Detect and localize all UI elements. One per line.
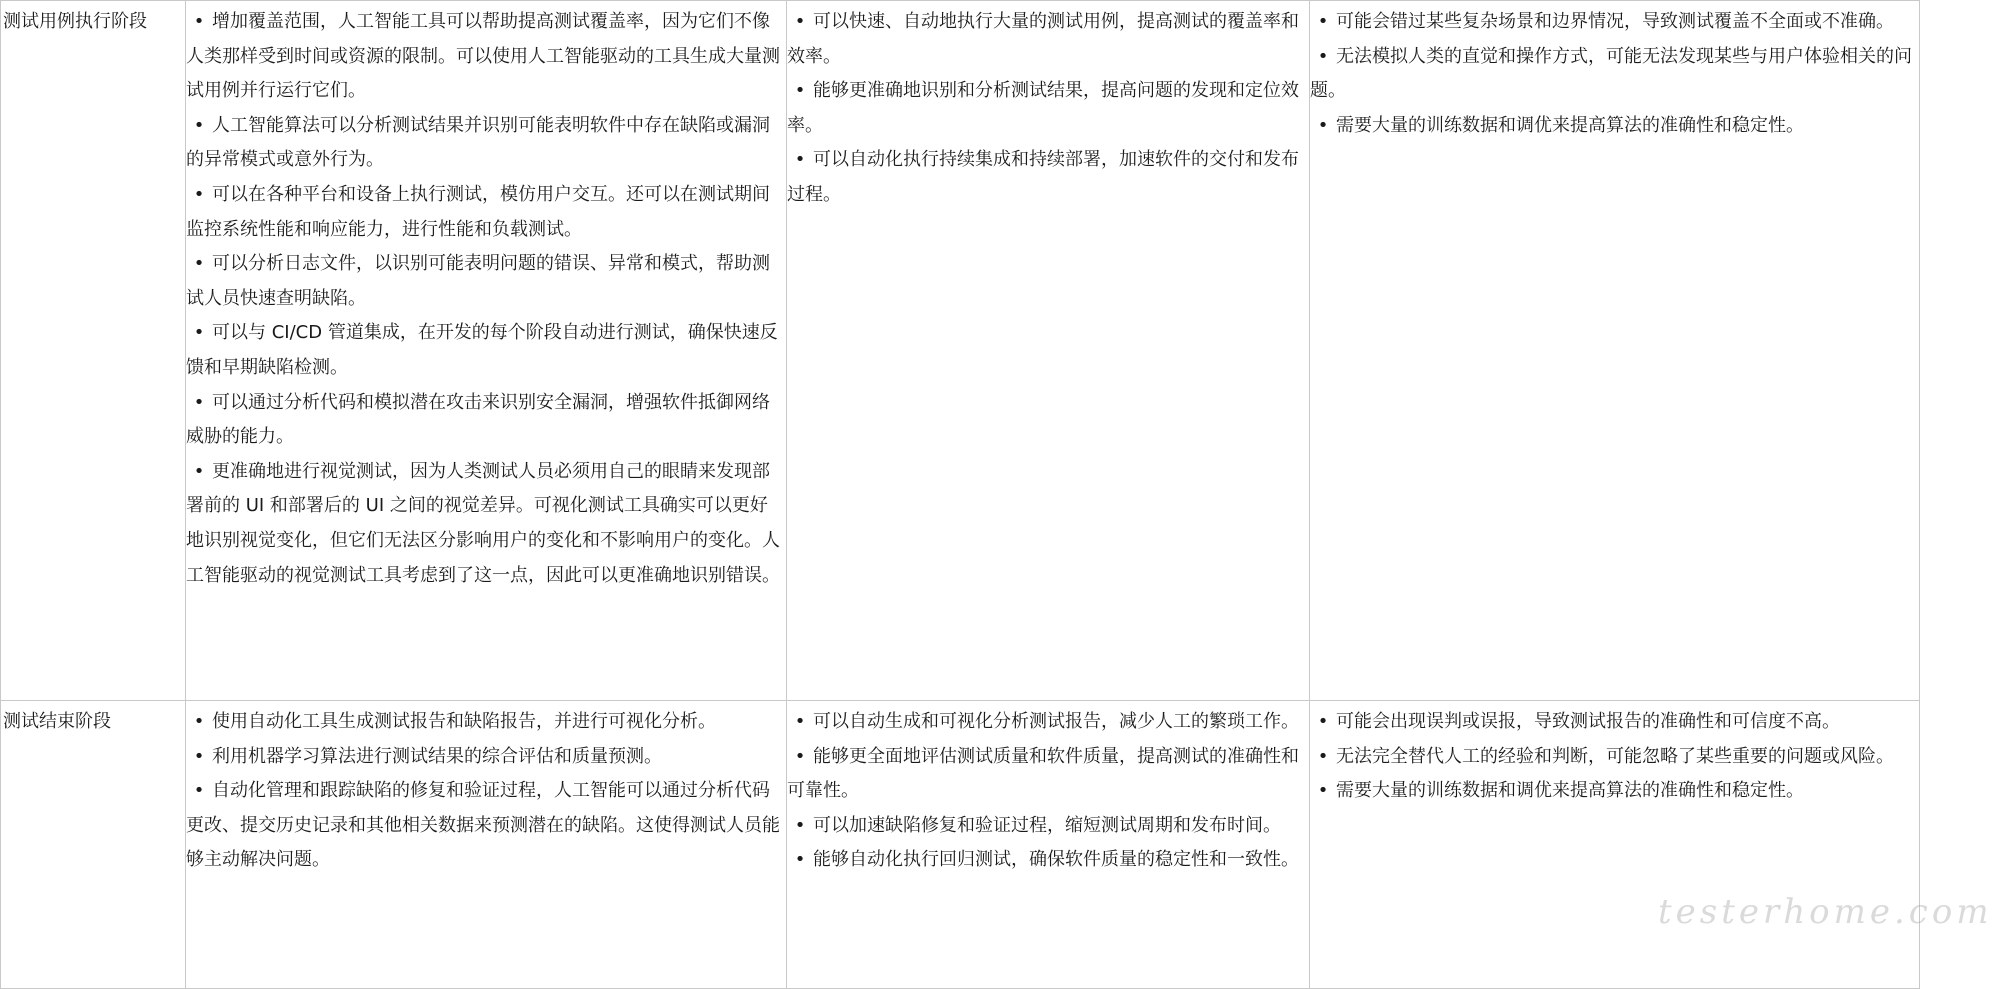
watermark: testerhome.com	[1658, 892, 1993, 932]
stage-cell	[1, 701, 186, 989]
list-item-text: 增加覆盖范围，人工智能工具可以帮助提高测试覆盖率，因为它们不像人类那样受到时间或资源的限制。可以使用人工智能驱动的工具生成大量测试用例并行运行它们。	[186, 11, 780, 102]
list-item-text: 可以自动化执行持续集成和持续部署，加速软件的交付和发布过程。	[787, 149, 1299, 205]
list-item	[1310, 40, 1915, 109]
list-item	[1310, 109, 1915, 144]
list-item-text: 自动化管理和跟踪缺陷的修复和验证过程，人工智能可以通过分析代码更改、提交历史记录和其他相关数据来预测潜在的缺陷。这使得测试人员能够主动解决问题。	[186, 780, 780, 871]
list-item	[1310, 774, 1915, 809]
list-item-text: 需要大量的训练数据和调优来提高算法的准确性和稳定性。	[1336, 780, 1804, 802]
list-item	[787, 809, 1305, 844]
list-item	[1310, 740, 1915, 775]
methods-list	[186, 5, 782, 593]
risks-list	[1310, 705, 1915, 809]
table-row	[1, 701, 1920, 989]
bullet-icon: •	[794, 149, 806, 171]
bullet-icon: •	[794, 11, 806, 32]
list-item	[787, 143, 1305, 212]
bullet-icon: •	[1317, 745, 1329, 767]
stage-cell	[1, 1, 186, 701]
list-item-text: 可以分析日志文件，以识别可能表明问题的错误、异常和模式，帮助测试人员快速查明缺陷。	[186, 253, 770, 309]
bullet-icon: •	[193, 460, 205, 482]
list-item	[186, 774, 782, 878]
list-item	[186, 5, 782, 109]
bullet-icon: •	[1317, 45, 1329, 67]
bullet-icon: •	[794, 80, 806, 102]
risks-cell	[1310, 701, 1920, 989]
list-item-text: 可以通过分析代码和模拟潜在攻击来识别安全漏洞，增强软件抵御网络威胁的能力。	[186, 391, 770, 448]
list-item	[787, 74, 1305, 143]
list-item	[186, 740, 782, 775]
list-item	[787, 843, 1305, 878]
list-item-text: 能够更全面地评估测试质量和软件质量，提高测试的准确性和可靠性。	[787, 745, 1299, 802]
list-item-text: 可能会错过某些复杂场景和边界情况，导致测试覆盖不全面或不准确。	[1336, 11, 1894, 32]
bullet-icon: •	[794, 814, 806, 836]
list-item-text: 可以快速、自动地执行大量的测试用例，提高测试的覆盖率和效率。	[787, 11, 1299, 67]
list-item	[186, 386, 782, 455]
list-item	[787, 740, 1305, 809]
bullet-icon: •	[193, 745, 205, 767]
list-item	[1310, 705, 1915, 740]
risks-list	[1310, 5, 1915, 143]
list-item	[787, 5, 1305, 74]
bullet-icon: •	[193, 780, 205, 802]
list-item	[186, 455, 782, 593]
advantages-cell	[787, 701, 1310, 989]
methods-cell	[186, 701, 787, 989]
list-item-text: 可以自动生成和可视化分析测试报告，减少人工的繁琐工作。	[813, 711, 1299, 732]
list-item	[186, 705, 782, 740]
list-item-text: 需要大量的训练数据和调优来提高算法的准确性和稳定性。	[1336, 114, 1804, 136]
list-item-text: 可能会出现误判或误报，导致测试报告的准确性和可信度不高。	[1336, 711, 1840, 732]
bullet-icon: •	[1317, 114, 1329, 136]
list-item-text: 能够更准确地识别和分析测试结果，提高问题的发现和定位效率。	[787, 80, 1299, 136]
bullet-icon: •	[193, 391, 205, 413]
advantages-list	[787, 5, 1305, 213]
stage-label: 测试用例执行阶段	[3, 11, 147, 32]
list-item-text: 能够自动化执行回归测试，确保软件质量的稳定性和一致性。	[813, 849, 1299, 871]
methods-list	[186, 705, 782, 878]
advantages-list	[787, 705, 1305, 878]
list-item-text: 可以在各种平台和设备上执行测试，模仿用户交互。还可以在测试期间监控系统性能和响应能力，进行性能和负载测试。	[186, 183, 770, 240]
list-item-text: 利用机器学习算法进行测试结果的综合评估和质量预测。	[212, 745, 662, 767]
risks-cell	[1310, 1, 1920, 701]
list-item	[1310, 5, 1915, 40]
list-item-text: 可以与 CI/CD 管道集成，在开发的每个阶段自动进行测试，确保快速反馈和早期缺陷检测。	[186, 322, 778, 378]
list-item	[186, 178, 782, 247]
bullet-icon: •	[193, 711, 205, 732]
bullet-icon: •	[193, 253, 205, 275]
list-item-text: 使用自动化工具生成测试报告和缺陷报告，并进行可视化分析。	[212, 711, 716, 732]
bullet-icon: •	[193, 322, 205, 344]
stage-label: 测试结束阶段	[3, 711, 111, 732]
bullet-icon: •	[193, 183, 205, 205]
list-item-text: 无法完全替代人工的经验和判断，可能忽略了某些重要的问题或风险。	[1336, 745, 1894, 767]
bullet-icon: •	[193, 11, 205, 32]
bullet-icon: •	[794, 745, 806, 767]
bullet-icon: •	[193, 114, 205, 136]
table-row	[1, 1, 1920, 701]
list-item	[186, 247, 782, 316]
bullet-icon: •	[794, 711, 806, 732]
list-item-text: 人工智能算法可以分析测试结果并识别可能表明软件中存在缺陷或漏洞的异常模式或意外行为。	[186, 114, 770, 171]
list-item-text: 可以加速缺陷修复和验证过程，缩短测试周期和发布时间。	[813, 814, 1281, 836]
bullet-icon: •	[1317, 711, 1329, 732]
list-item	[787, 705, 1305, 740]
methods-cell	[186, 1, 787, 701]
list-item	[186, 316, 782, 385]
list-item-text: 无法模拟人类的直觉和操作方式，可能无法发现某些与用户体验相关的问题。	[1310, 45, 1912, 102]
bullet-icon: •	[1317, 11, 1329, 32]
bullet-icon: •	[1317, 780, 1329, 802]
list-item-text: 更准确地进行视觉测试，因为人类测试人员必须用自己的眼睛来发现部署前的 UI 和部署后的 UI 之间的视觉差异。可视化测试工具确实可以更好地识别视觉变化，但它们无法区分影响用户的变化和不影响用户的变化。人工智能驱动的视觉测试工具考虑到了这一点，因此可以更准确地识别错误。	[186, 460, 780, 586]
list-item	[186, 109, 782, 178]
bullet-icon: •	[794, 849, 806, 871]
advantages-cell	[787, 1, 1310, 701]
